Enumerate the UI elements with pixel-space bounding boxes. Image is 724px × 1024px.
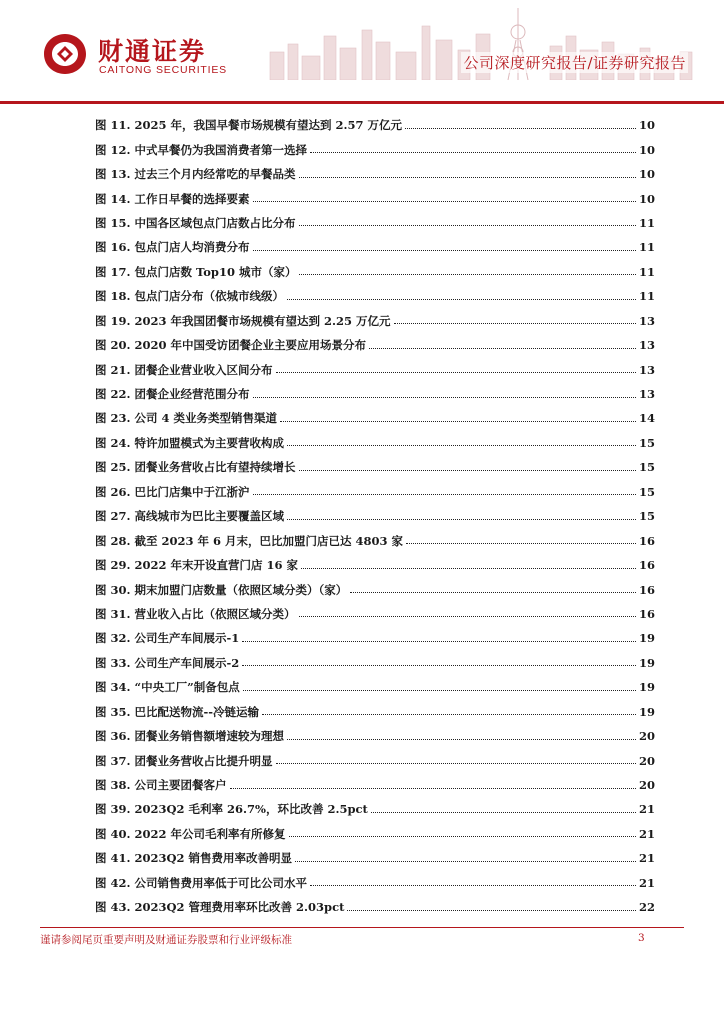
toc-entry[interactable]	[95, 846, 655, 870]
toc-leader-dots	[310, 152, 636, 153]
toc-leader-dots	[287, 519, 636, 520]
toc-leader-dots	[242, 665, 636, 666]
toc-entry-title: 图 38. 公司主要团餐客户	[95, 778, 227, 793]
toc-leader-dots	[287, 445, 636, 446]
toc-entry[interactable]	[95, 284, 655, 308]
toc-entry-page: 22	[638, 900, 655, 915]
toc-leader-dots	[253, 397, 636, 398]
toc-entry-page: 10	[638, 118, 655, 133]
toc-entry-title: 图 15. 中国各区域包点门店数占比分布	[95, 215, 296, 230]
toc-entry-page: 10	[638, 142, 655, 157]
toc-entry-title: 图 43. 2023Q2 管理费用率环比改善 2.03pct	[95, 900, 345, 915]
toc-entry[interactable]	[95, 724, 655, 748]
toc-leader-dots	[295, 861, 636, 862]
toc-entry-page: 10	[638, 191, 655, 206]
toc-entry-title: 图 37. 团餐业务营收占比提升明显	[95, 753, 273, 768]
toc-entry[interactable]	[95, 895, 655, 919]
toc-entry-page: 21	[638, 875, 655, 890]
toc-entry-page: 11	[638, 240, 655, 255]
toc-entry[interactable]	[95, 406, 655, 430]
toc-leader-dots	[347, 910, 636, 911]
brand-name-cn: 财通证券	[98, 37, 207, 66]
toc-entry[interactable]	[95, 113, 655, 137]
toc-entry-title: 图 30. 期末加盟门店数量（依照区域分类）（家）	[95, 582, 348, 597]
toc-entry-page: 20	[638, 778, 655, 793]
toc-entry-page: 15	[638, 435, 655, 450]
toc-entry[interactable]	[95, 871, 655, 895]
toc-leader-dots	[299, 225, 636, 226]
header-divider	[0, 101, 724, 104]
toc-entry-page: 19	[638, 631, 655, 646]
toc-entry[interactable]	[95, 211, 655, 235]
toc-entry-page: 16	[638, 533, 655, 548]
toc-entry-title: 图 27. 高线城市为巴比主要覆盖区域	[95, 509, 285, 524]
toc-leader-dots	[406, 543, 636, 544]
toc-entry[interactable]	[95, 675, 655, 699]
toc-entry[interactable]	[95, 748, 655, 772]
toc-entry[interactable]	[95, 162, 655, 186]
toc-entry-page: 11	[638, 289, 655, 304]
toc-entry-page: 16	[638, 582, 655, 597]
page-header	[0, 0, 724, 104]
figure-table-of-contents	[95, 113, 655, 919]
toc-entry[interactable]	[95, 822, 655, 846]
toc-leader-dots	[350, 592, 636, 593]
toc-entry[interactable]	[95, 602, 655, 626]
toc-entry-title: 图 14. 工作日早餐的选择要素	[95, 191, 250, 206]
toc-entry[interactable]	[95, 309, 655, 333]
footer-divider	[40, 927, 684, 928]
toc-leader-dots	[276, 372, 636, 373]
toc-entry-page: 20	[638, 729, 655, 744]
toc-leader-dots	[280, 421, 636, 422]
toc-entry-page: 19	[638, 680, 655, 695]
toc-leader-dots	[299, 470, 636, 471]
toc-leader-dots	[289, 836, 636, 837]
toc-entry-page: 13	[638, 387, 655, 402]
toc-entry-page: 15	[638, 460, 655, 475]
toc-leader-dots	[405, 128, 636, 129]
toc-entry-page: 21	[638, 802, 655, 817]
brand-name-en: CAITONG SECURITIES	[99, 64, 227, 76]
toc-entry[interactable]	[95, 357, 655, 381]
toc-leader-dots	[230, 788, 636, 789]
toc-entry[interactable]	[95, 797, 655, 821]
toc-entry-title: 图 24. 特许加盟模式为主要营收构成	[95, 435, 285, 450]
toc-entry-title: 图 31. 营业收入占比（依照区域分类）	[95, 606, 296, 621]
toc-entry-page: 16	[638, 558, 655, 573]
toc-leader-dots	[287, 739, 636, 740]
toc-entry[interactable]	[95, 260, 655, 284]
toc-entry-title: 图 36. 团餐业务销售额增速较为理想	[95, 729, 285, 744]
toc-entry-page: 11	[638, 264, 655, 279]
toc-entry-title: 图 18. 包点门店分布（依城市线级）	[95, 289, 285, 304]
toc-entry-title: 图 21. 团餐企业营业收入区间分布	[95, 362, 273, 377]
toc-leader-dots	[243, 690, 636, 691]
toc-entry-title: 图 13. 过去三个月内经常吃的早餐品类	[95, 167, 296, 182]
toc-entry[interactable]	[95, 504, 655, 528]
toc-entry-page: 15	[638, 509, 655, 524]
toc-entry[interactable]	[95, 382, 655, 406]
toc-entry-title: 图 41. 2023Q2 销售费用率改善明显	[95, 851, 293, 866]
toc-entry-title: 图 34. “中央工厂”制备包点	[95, 680, 240, 695]
toc-leader-dots	[371, 812, 636, 813]
toc-entry[interactable]	[95, 626, 655, 650]
toc-entry-page: 21	[638, 826, 655, 841]
toc-entry-title: 图 25. 团餐业务营收占比有望持续增长	[95, 460, 296, 475]
toc-entry-title: 图 28. 截至 2023 年 6 月末，巴比加盟门店已达 4803 家	[95, 533, 404, 548]
toc-entry-page: 13	[638, 338, 655, 353]
toc-leader-dots	[299, 616, 636, 617]
toc-entry-title: 图 12. 中式早餐仍为我国消费者第一选择	[95, 142, 308, 157]
toc-entry[interactable]	[95, 651, 655, 675]
toc-entry-page: 13	[638, 362, 655, 377]
toc-entry-title: 图 39. 2023Q2 毛利率 26.7%，环比改善 2.5pct	[95, 802, 368, 817]
toc-leader-dots	[299, 177, 636, 178]
toc-leader-dots	[301, 568, 636, 569]
toc-entry-title: 图 42. 公司销售费用率低于可比公司水平	[95, 875, 308, 890]
toc-entry[interactable]	[95, 700, 655, 724]
toc-entry-page: 16	[638, 606, 655, 621]
toc-entry-title: 图 32. 公司生产车间展示-1	[95, 631, 240, 646]
toc-entry[interactable]	[95, 528, 655, 552]
toc-entry-title: 图 23. 公司 4 类业务类型销售渠道	[95, 411, 278, 426]
toc-entry-page: 11	[638, 215, 655, 230]
toc-entry-page: 10	[638, 167, 655, 182]
toc-entry-page: 13	[638, 313, 655, 328]
toc-entry[interactable]	[95, 577, 655, 601]
toc-entry-title: 图 35. 巴比配送物流--冷链运输	[95, 704, 260, 719]
toc-entry-title: 图 29. 2022 年末开设直营门店 16 家	[95, 558, 299, 573]
toc-leader-dots	[310, 885, 636, 886]
report-type-label: 公司深度研究报告/证券研究报告	[463, 54, 686, 72]
toc-entry[interactable]	[95, 333, 655, 357]
toc-leader-dots	[253, 250, 636, 251]
toc-entry-page: 15	[638, 484, 655, 499]
toc-entry[interactable]	[95, 235, 655, 259]
toc-entry[interactable]	[95, 455, 655, 479]
toc-leader-dots	[287, 299, 636, 300]
toc-entry-page: 14	[638, 411, 655, 426]
toc-entry[interactable]	[95, 773, 655, 797]
toc-entry-title: 图 22. 团餐企业经营范围分布	[95, 387, 250, 402]
toc-leader-dots	[253, 494, 636, 495]
toc-leader-dots	[369, 348, 636, 349]
toc-leader-dots	[394, 323, 636, 324]
toc-entry-title: 图 40. 2022 年公司毛利率有所修复	[95, 826, 286, 841]
toc-entry-title: 图 11. 2025 年，我国早餐市场规模有望达到 2.57 万亿元	[95, 118, 403, 133]
toc-entry-title: 图 33. 公司生产车间展示-2	[95, 655, 240, 670]
toc-entry-title: 图 19. 2023 年我国团餐市场规模有望达到 2.25 万亿元	[95, 313, 391, 328]
toc-leader-dots	[276, 763, 636, 764]
caitong-logo-icon	[40, 32, 90, 76]
page-number: 3	[638, 932, 645, 944]
toc-leader-dots	[242, 641, 636, 642]
toc-entry[interactable]	[95, 186, 655, 210]
toc-entry-page: 21	[638, 851, 655, 866]
toc-leader-dots	[262, 714, 636, 715]
toc-leader-dots	[299, 274, 636, 275]
toc-entry[interactable]	[95, 431, 655, 455]
toc-entry-title: 图 16. 包点门店人均消费分布	[95, 240, 250, 255]
disclaimer-note: 谨请参阅尾页重要声明及财通证券股票和行业评级标准	[40, 934, 292, 946]
toc-entry[interactable]	[95, 480, 655, 504]
toc-entry-page: 19	[638, 655, 655, 670]
toc-entry-title: 图 17. 包点门店数 Top10 城市（家）	[95, 264, 297, 279]
toc-entry-page: 20	[638, 753, 655, 768]
toc-entry[interactable]	[95, 137, 655, 161]
toc-entry-page: 19	[638, 704, 655, 719]
toc-leader-dots	[253, 201, 636, 202]
toc-entry-title: 图 26. 巴比门店集中于江浙沪	[95, 484, 250, 499]
toc-entry[interactable]	[95, 553, 655, 577]
toc-entry-title: 图 20. 2020 年中国受访团餐企业主要应用场景分布	[95, 338, 367, 353]
